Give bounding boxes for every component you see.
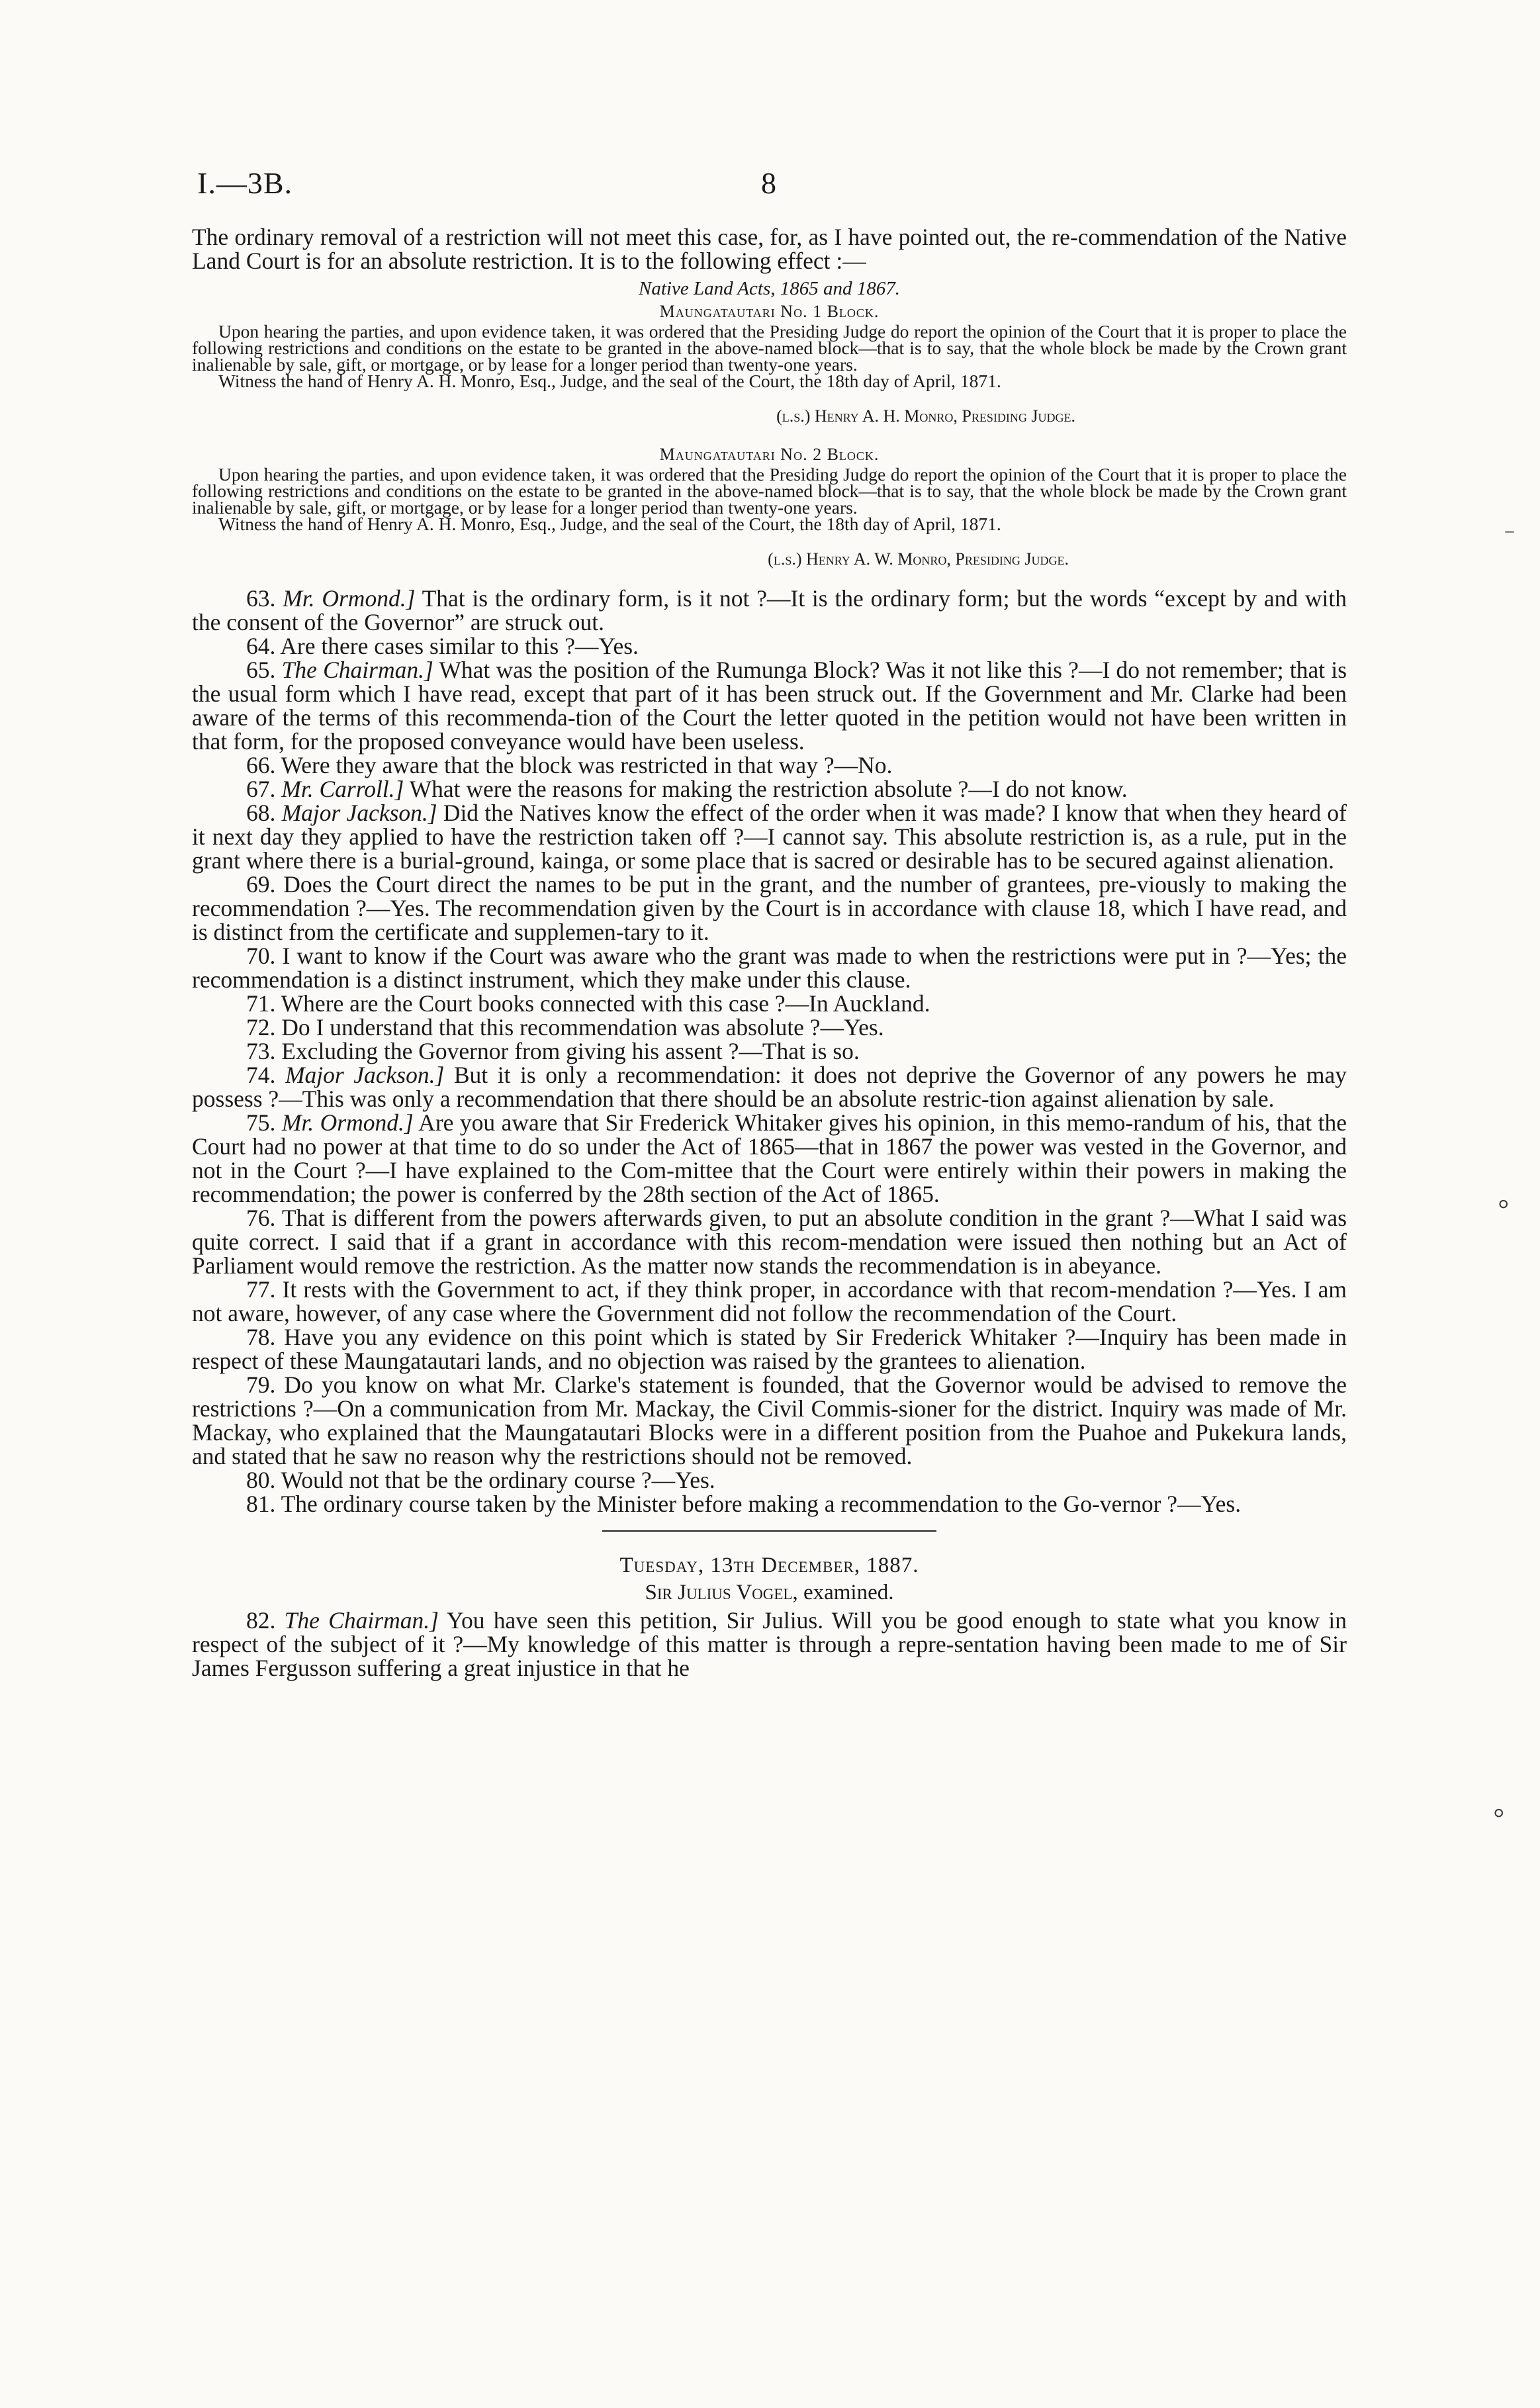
question-number: 76.	[246, 1205, 276, 1231]
block-2-order: Upon hearing the parties, and upon evidence taken, it was ordered that the Presiding Judge do report the opinion of the Court that it is proper to place the following restrictions and conditions on the estate to be granted in the above-named block—that is to say, that the whole block be made by the Crown grant inalienable by sale, gift, or mortgage, or by lease for a longer period than twenty-one years.	[192, 464, 1347, 518]
testimony-text: Are you aware that Sir Frederick Whitaker gives his opinion, in this memo-randum of his, that the Court had no power at that time to do so under the Act of 1865—that in 1867 the power was vested in the Governor, and not in the Court ?—I have explained to the Com-mittee that the Court were entirely within their powers in making the recommendation; the power is conferred by the 28th section of the Act of 1865.	[192, 1109, 1347, 1207]
testimony-paragraph	[192, 1039, 1347, 1063]
speaker-name: Major Jackson.]	[281, 800, 437, 826]
testimony-paragraph	[192, 1206, 1347, 1277]
question-number: 67.	[246, 776, 276, 802]
testimony-text: What was the position of the Rumunga Block? Was it not like this ?—I do not remember; that is the usual form which I have read, except that part of it has been struck out. If the Government and Mr. Clarke had been aware of the terms of this recommenda-tion of the Court the letter quoted in the petition would not have been written in that form, for the proposed conveyance would have been useless.	[192, 657, 1347, 755]
witness-heading	[192, 1579, 1347, 1606]
testimony-text: I want to know if the Court was aware who the grant was made to when the restrictions were put in ?—Yes; the recommendation is a distinct instrument, which they make under this clause.	[192, 943, 1347, 993]
session-date: Tuesday, 13th December, 1887.	[619, 1553, 919, 1577]
question-number: 71.	[246, 990, 276, 1017]
question-number: 80.	[246, 1467, 276, 1493]
page-number: 8	[761, 166, 777, 200]
block-2-title: Maungatautari No. 2 Block.	[659, 445, 880, 464]
testimony-paragraph	[192, 944, 1347, 992]
question-number: 63.	[246, 585, 276, 612]
question-number: 77.	[246, 1276, 276, 1303]
testimony-text: Excluding the Governor from giving his assent ?—That is so.	[281, 1038, 860, 1064]
testimony-paragraph	[192, 1111, 1347, 1206]
testimony-paragraph	[192, 801, 1347, 872]
testimony-paragraph	[192, 753, 1347, 777]
block-2-signature: (l.s.) Henry A. W. Monro, Presiding Judge.	[768, 549, 1069, 569]
margin-mark-icon: ⸰	[1492, 1802, 1506, 1826]
testimony-text: Have you any evidence on this point which is stated by Sir Frederick Whitaker ?—Inquiry has been made in respect of these Maungatautari lands, and no objection was raised by the grantees to alienation.	[192, 1324, 1347, 1374]
question-number: 68.	[246, 800, 276, 826]
question-number: 65.	[246, 657, 276, 683]
speaker-name: The Chairman.]	[281, 657, 433, 683]
testimony-text: Did the Natives know the effect of the order when it was made? I know that when they heard of it next day they applied to have the restriction taken off ?—I cannot say. This absolute restriction is, as a rule, put in the grant where there is a burial-ground, kainga, or some place that is sacred or desirable has to be secured against alienation.	[192, 800, 1347, 874]
testimony-text: Where are the Court books connected with this case ?—In Auckland.	[281, 990, 930, 1017]
section-divider	[602, 1530, 936, 1532]
testimony-paragraph	[192, 777, 1347, 801]
block-2-witness: Witness the hand of Henry A. H. Monro, Esq., Judge, and the seal of the Court, the 18th day of April, 1871.	[218, 514, 1001, 534]
testimony-paragraph	[192, 658, 1347, 753]
testimony-paragraph	[192, 1468, 1347, 1492]
testimony-paragraph	[192, 1063, 1347, 1111]
speaker-name: Mr. Ormond.]	[281, 1109, 414, 1136]
testimony-text: Were they aware that the block was restricted in that way ?—No.	[281, 752, 893, 778]
witness-examined: , examined.	[792, 1581, 894, 1604]
testimony-text: What were the reasons for making the restriction absolute ?—I do not know.	[404, 776, 1128, 802]
testimony-text: Do you know on what Mr. Clarke's statement is founded, that the Governor would be advised to remove the restrictions ?—On a communication from Mr. Mackay, the Civil Commis-sioner for the district. Inquiry was made of Mr. Mackay, who explained that the Maungatautari Blocks were in a different position from the Puahoe and Pukekura lands, and stated that he saw no reason why the restrictions should not be removed.	[192, 1371, 1347, 1469]
testimony-paragraph	[192, 634, 1347, 658]
question-number: 81.	[246, 1491, 276, 1517]
testimony-text: That is the ordinary form, is it not ?—It is the ordinary form; but the words “except by and with the consent of the Governor” are struck out.	[192, 585, 1347, 635]
question-number: 74.	[246, 1062, 276, 1088]
question-number: 78.	[246, 1324, 276, 1350]
question-number: 79.	[246, 1371, 276, 1398]
testimony-text: It rests with the Government to act, if they think proper, in accordance with that recom-mendation ?—Yes. I am not aware, however, of any case where the Government did not follow the recommendation of the Court.	[192, 1276, 1347, 1326]
witness-name: Sir Julius Vogel	[645, 1581, 793, 1604]
testimony-paragraph	[192, 1015, 1347, 1039]
block-1-order: Upon hearing the parties, and upon evidence taken, it was ordered that the Presiding Judge do report the opinion of the Court that it is proper to place the following restrictions and conditions on the estate to be granted in the above-named block—that is to say, that the whole block be made by the Crown grant inalienable by sale, gift, or mortgage, or by lease for a longer period than twenty-one years.	[192, 321, 1347, 375]
testimony-text: Does the Court direct the names to be put in the grant, and the number of grantees, pre-viously to making the recommendation ?—Yes. The recommendation given by the Court is in accordance with clause 18, which I have read, and is distinct from the certificate and supplemen-tary to it.	[192, 871, 1347, 945]
question-number: 75.	[246, 1109, 276, 1136]
testimony-text: Do I understand that this recommendation was absolute ?—Yes.	[281, 1014, 884, 1041]
testimony-list	[192, 586, 1347, 1516]
testimony-paragraph	[192, 1608, 1347, 1680]
testimony-text: Would not that be the ordinary course ?—Yes.	[281, 1467, 715, 1493]
testimony-paragraph	[192, 1373, 1347, 1468]
question-number: 64.	[246, 633, 276, 659]
testimony-paragraph	[192, 586, 1347, 634]
citation-heading: Native Land Acts, 1865 and 1867.	[639, 278, 900, 299]
question-number: 72.	[246, 1014, 276, 1041]
margin-mark-icon: ⸰	[1497, 1193, 1510, 1217]
block-1-witness: Witness the hand of Henry A. H. Monro, Esq., Judge, and the seal of the Court, the 18th day of April, 1871.	[218, 371, 1001, 391]
testimony-text: You have seen this petition, Sir Julius. Will you be good enough to state what you know in respect of the subject of it ?—My knowledge of this matter is through a repre-sentation having been made to me of Sir James Fergusson suffering a great injustice in that he	[192, 1607, 1347, 1681]
question-number: 69.	[246, 871, 276, 898]
testimony-list-2	[192, 1608, 1347, 1680]
testimony-paragraph	[192, 1325, 1347, 1373]
block-1-title: Maungatautari No. 1 Block.	[659, 302, 880, 321]
speaker-name: The Chairman.]	[284, 1607, 439, 1634]
testimony-text: But it is only a recommendation: it does not deprive the Governor of any powers he may possess ?—This was only a recommendation that there should be an absolute restric-tion against alienation by sale.	[192, 1062, 1347, 1112]
testimony-paragraph	[192, 992, 1347, 1015]
block-1-signature: (l.s.) Henry A. H. Monro, Presiding Judge.	[776, 406, 1075, 426]
question-number: 82.	[246, 1607, 276, 1634]
speaker-name: Mr. Ormond.]	[283, 585, 416, 612]
testimony-paragraph	[192, 1277, 1347, 1325]
question-number: 70.	[246, 943, 276, 969]
testimony-paragraph	[192, 1492, 1347, 1516]
testimony-text: That is different from the powers afterwards given, to put an absolute condition in the grant ?—What I said was quite correct. I said that if a grant in accordance with this recom-mendation were issued then nothing but an Act of Parliament would remove the restriction. As the matter now stands the recommendation is in abeyance.	[192, 1205, 1347, 1279]
body-column	[192, 225, 1347, 1680]
speaker-name: Major Jackson.]	[285, 1062, 445, 1088]
question-number: 73.	[246, 1038, 276, 1064]
margin-mark-icon: ⁻	[1504, 524, 1516, 549]
intro-paragraph: The ordinary removal of a restriction will not meet this case, for, as I have pointed out, the re-commendation of the Native Land Court is for an absolute restriction. It is to the following effect :—	[192, 224, 1347, 274]
testimony-paragraph	[192, 872, 1347, 944]
speaker-name: Mr. Carroll.]	[281, 776, 404, 802]
testimony-text: Are there cases similar to this ?—Yes.	[280, 633, 639, 659]
question-number: 66.	[246, 752, 276, 778]
testimony-text: The ordinary course taken by the Minister before making a recommendation to the Go-vernor ?—Yes.	[281, 1491, 1242, 1517]
document-reference: I.—3B.	[197, 166, 293, 200]
